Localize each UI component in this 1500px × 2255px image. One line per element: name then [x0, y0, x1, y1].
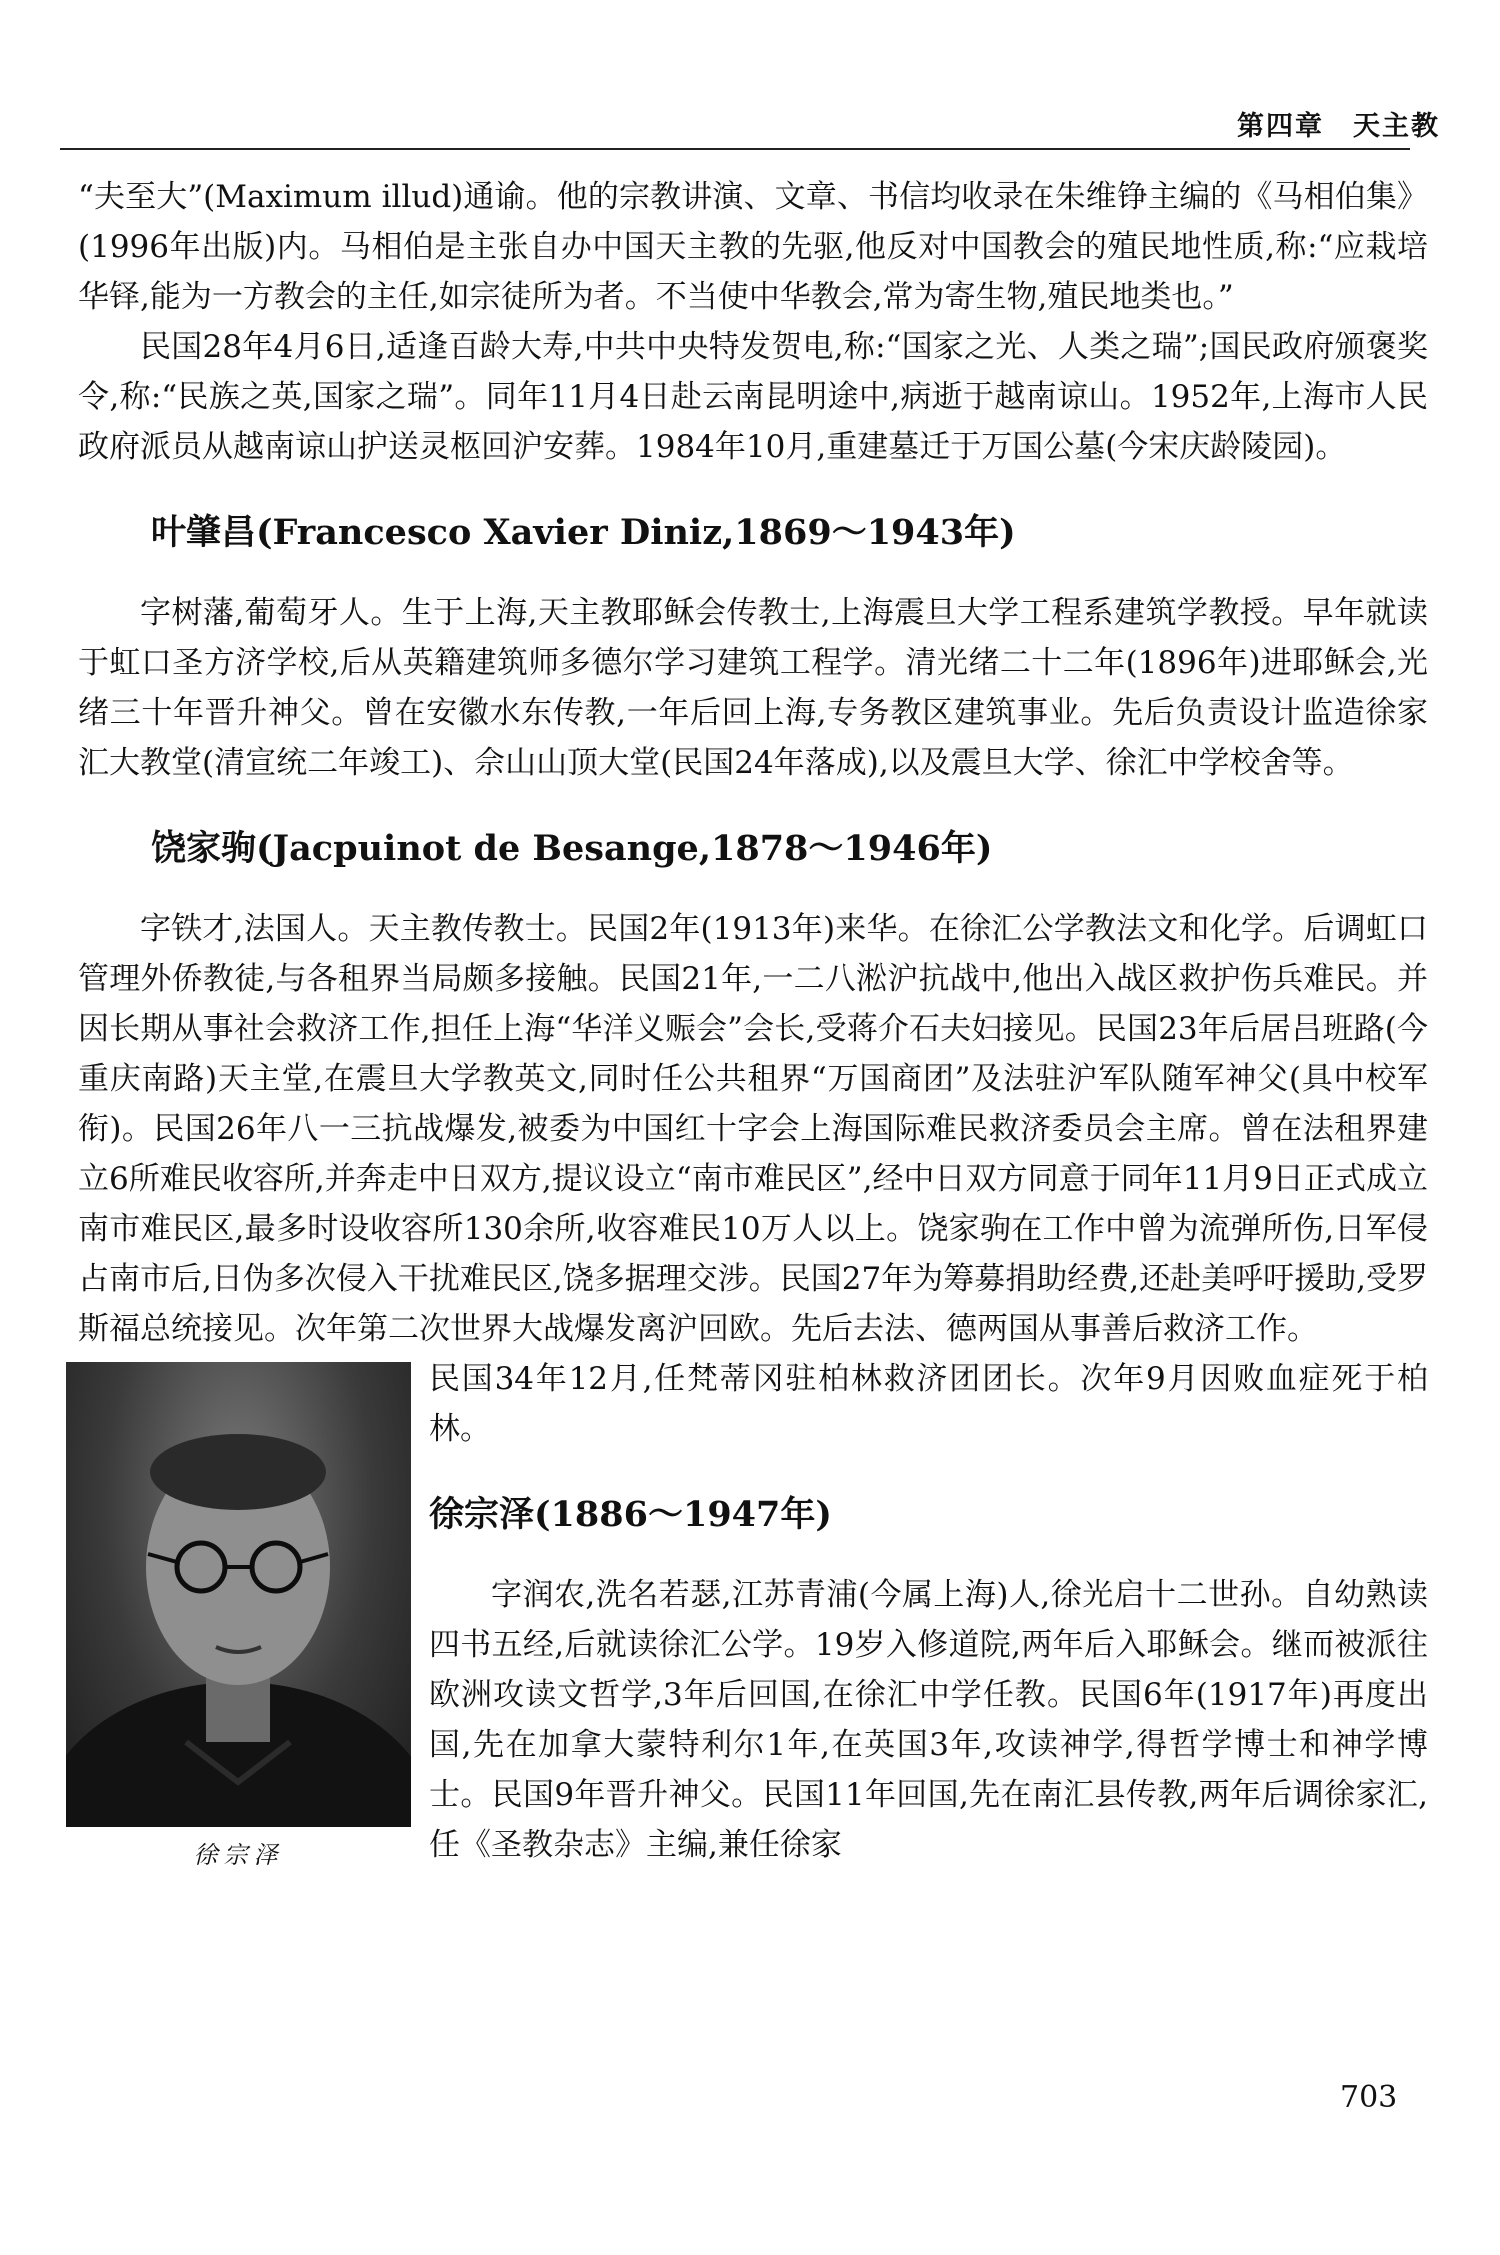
heading-ye-zhaochang: 叶肇昌(Francesco Xavier Diniz,1869～1943年)	[151, 512, 1016, 553]
paragraph-ma-xiangbo-2: 民国28年4月6日,适逢百龄大寿,中共中央特发贺电,称:“国家之光、人类之瑞”;国民政府颁褒奖令,称:“民族之英,国家之瑞”。同年11月4日赴云南昆明途中,病逝于越南谅山。1952年,上海市人民政府派员从越南谅山护送灵柩回沪安葬。1984年10月,重建墓迁于万国公墓(今宋庆龄陵园)。	[78, 329, 1428, 465]
portrait-caption: 徐宗泽	[193, 1841, 284, 1869]
paragraph-ma-xiangbo-1: “夫至大”(Maximum illud)通谕。他的宗教讲演、文章、书信均收录在朱维铮主编的《马相伯集》(1996年出版)内。马相伯是主张自办中国天主教的先驱,他反对中国教会的殖民地性质,称:“应栽培华铎,能为一方教会的主任,如宗徒所为者。不当使中华教会,常为寄生物,殖民地类也。”	[78, 179, 1428, 315]
portrait-photo	[66, 1362, 411, 1827]
portrait-illustration	[66, 1362, 411, 1827]
header-rule	[60, 148, 1410, 150]
page-number: 703	[1340, 2080, 1398, 2115]
page-body	[78, 172, 1428, 1879]
paragraph-rao-jiaju-2: 民国34年12月,任梵蒂冈驻柏林救济团团长。次年9月因败血症死于柏林。	[429, 1361, 1428, 1447]
heading-rao-jiaju: 饶家驹(Jacpuinot de Besange,1878～1946年)	[151, 828, 993, 869]
heading-xu-zongze: 徐宗泽(1886～1947年)	[429, 1494, 832, 1535]
paragraph-rao-jiaju-1: 字铁才,法国人。天主教传教士。民国2年(1913年)来华。在徐汇公学教法文和化学。后调虹口管理外侨教徒,与各租界当局颇多接触。民国21年,一二八淞沪抗战中,他出入战区救护伤兵难民。并因长期从事社会救济工作,担任上海“华洋义赈会”会长,受蒋介石夫妇接见。民国23年后居吕班路(今重庆南路)天主堂,在震旦大学教英文,同时任公共租界“万国商团”及法驻沪军队随军神父(具中校军衔)。民国26年八一三抗战爆发,被委为中国红十字会上海国际难民救济委员会主席。曾在法租界建立6所难民收容所,并奔走中日双方,提议设立“南市难民区”,经中日双方同意于同年11月9日正式成立南市难民区,最多时设收容所130余所,收容难民10万人以上。饶家驹在工作中曾为流弹所伤,日军侵占南市后,日伪多次侵入干扰难民区,饶多据理交涉。民国27年为筹募捐助经费,还赴美呼吁援助,受罗斯福总统接见。次年第二次世界大战爆发离沪回欧。先后去法、德两国从事善后救济工作。	[78, 911, 1428, 1347]
paragraph-xu-zongze: 字润农,洗名若瑟,江苏青浦(今属上海)人,徐光启十二世孙。自幼熟读四书五经,后就读徐汇公学。19岁入修道院,两年后入耶稣会。继而被派往欧洲攻读文哲学,3年后回国,在徐汇中学任教。民国6年(1917年)再度出国,先在加拿大蒙特利尔1年,在英国3年,攻读神学,得哲学博士和神学博士。民国9年晋升神父。民国11年回国,先在南汇县传教,两年后调徐家汇,任《圣教杂志》主编,兼任徐家	[429, 1577, 1428, 1863]
paragraph-ye-zhaochang: 字树藩,葡萄牙人。生于上海,天主教耶稣会传教士,上海震旦大学工程系建筑学教授。早年就读于虹口圣方济学校,后从英籍建筑师多德尔学习建筑工程学。清光绪二十二年(1896年)进耶稣会,光绪三十年晋升神父。曾在安徽水东传教,一年后回上海,专务教区建筑事业。先后负责设计监造徐家汇大教堂(清宣统二年竣工)、佘山山顶大堂(民国24年落成),以及震旦大学、徐汇中学校舍等。	[78, 595, 1428, 781]
portrait-figure	[66, 1362, 411, 1875]
running-header: 第四章 天主教	[1237, 111, 1440, 142]
